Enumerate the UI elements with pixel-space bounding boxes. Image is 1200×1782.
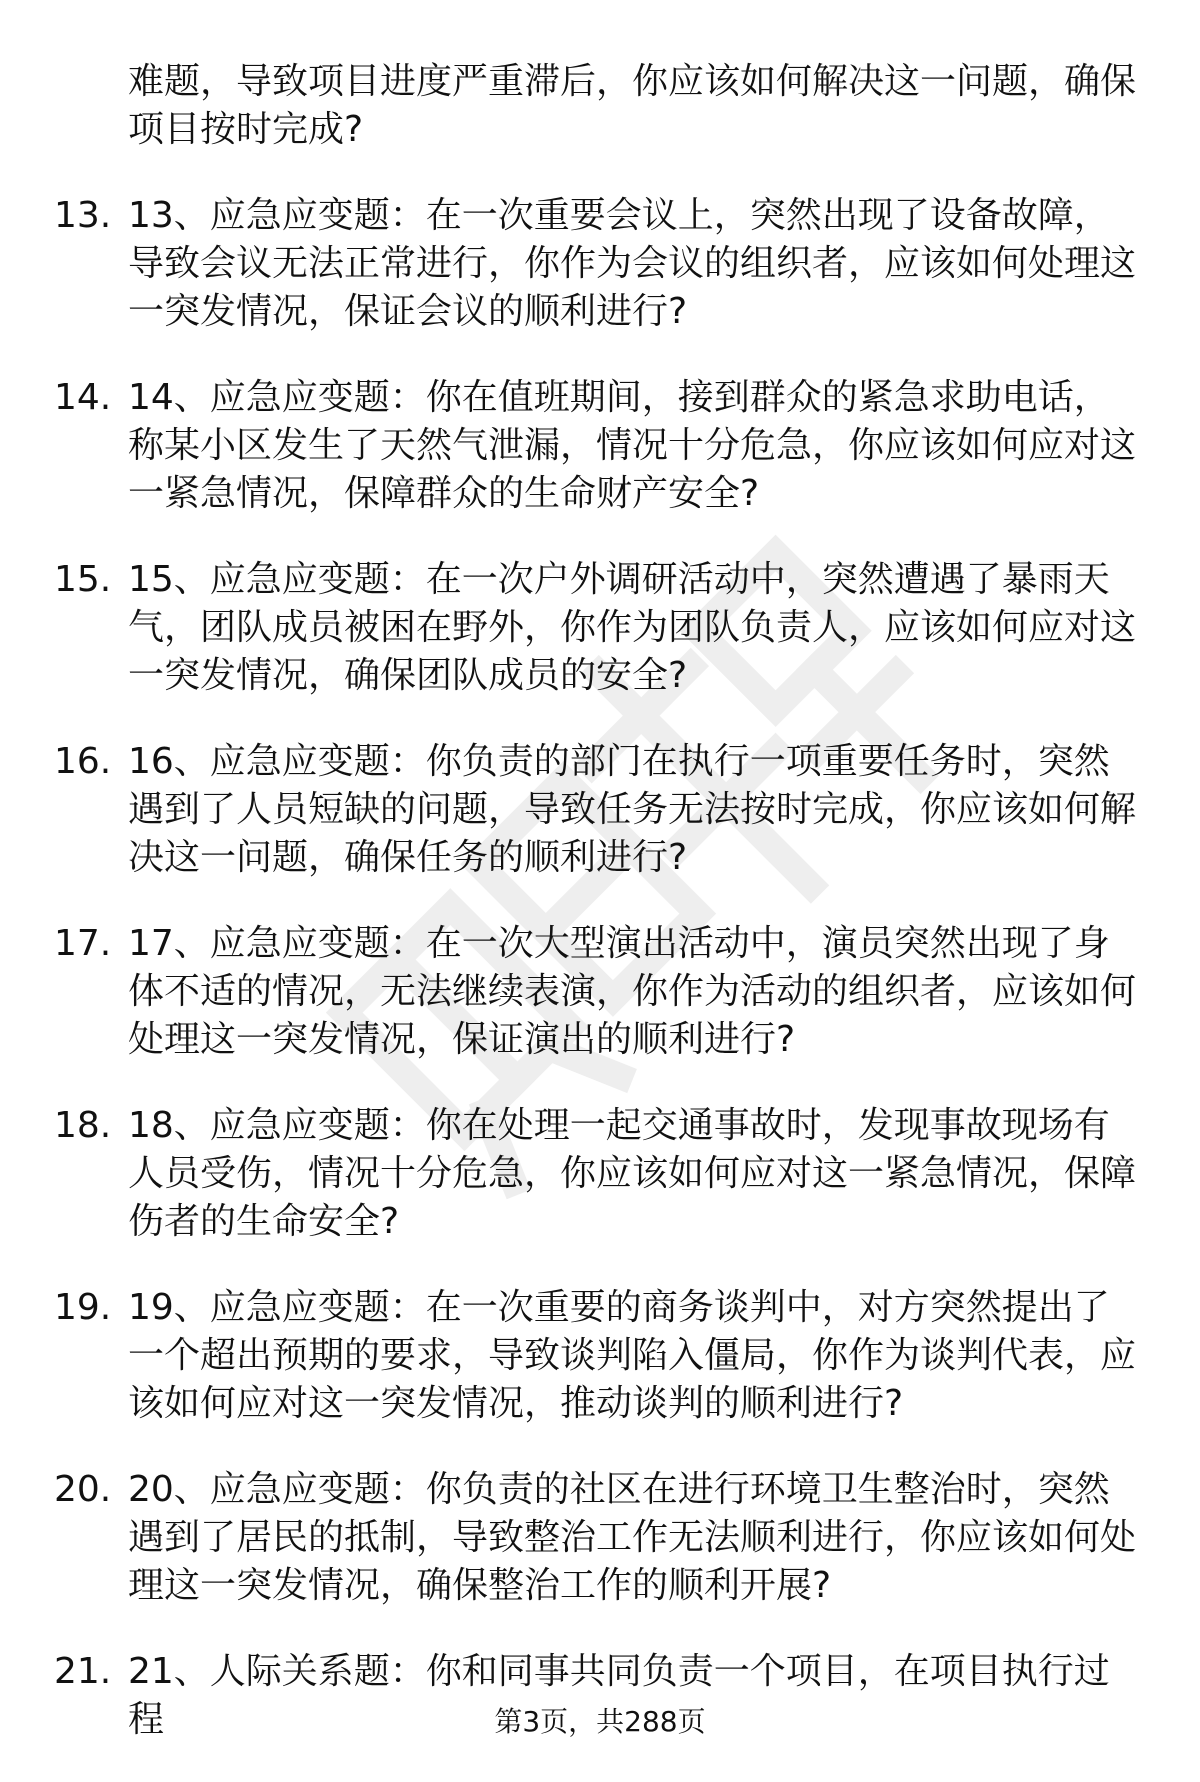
item-number: 19. <box>54 1287 112 1328</box>
list-item <box>0 556 1138 700</box>
item-number: 14. <box>54 377 112 418</box>
item-text: 16、应急应变题：你负责的部门在执行一项重要任务时，突然遇到了人员短缺的问题，导致任务无法按时完成，你应该如何解决这一问题，确保任务的顺利进行? <box>128 741 1137 878</box>
item-text: 15、应急应变题：在一次户外调研活动中，突然遭遇了暴雨天气，团队成员被困在野外，你作为团队负责人，应该如何应对这一突发情况，确保团队成员的安全? <box>128 559 1137 696</box>
item-text: 14、应急应变题：你在值班期间，接到群众的紧急求助电话，称某小区发生了天然气泄漏，情况十分危急，你应该如何应对这一紧急情况，保障群众的生命财产安全? <box>128 377 1137 514</box>
page-footer: 第3页，共288页 <box>494 1705 706 1738</box>
item-number: 18. <box>54 1105 112 1146</box>
list-item <box>0 738 1138 882</box>
item-text: 18、应急应变题：你在处理一起交通事故时，发现事故现场有人员受伤，情况十分危急，你应该如何应对这一紧急情况，保障伤者的生命安全? <box>128 1105 1137 1242</box>
item-text: 21、人际关系题：你和同事共同负责一个项目，在项目执行过程 <box>128 1651 1110 1740</box>
item-number: 15. <box>54 559 112 600</box>
list-item <box>0 192 1138 336</box>
list-item <box>0 920 1138 1064</box>
item-number: 17. <box>54 923 112 964</box>
list-item <box>0 1102 1138 1246</box>
document-body <box>0 58 1200 1782</box>
item-number: 20. <box>54 1469 112 1510</box>
item-text: 20、应急应变题：你负责的社区在进行环境卫生整治时，突然遇到了居民的抵制，导致整治工作无法顺利进行，你应该如何处理这一突发情况，确保整治工作的顺利开展? <box>128 1469 1137 1606</box>
list-item <box>0 1466 1138 1610</box>
item-text: 19、应急应变题：在一次重要的商务谈判中，对方突然提出了一个超出预期的要求，导致谈判陷入僵局，你作为谈判代表，应该如何应对这一突发情况，推动谈判的顺利进行? <box>128 1287 1137 1424</box>
list-item <box>0 1284 1138 1428</box>
item-text: 17、应急应变题：在一次大型演出活动中，演员突然出现了身体不适的情况，无法继续表演，你作为活动的组织者，应该如何处理这一突发情况，保证演出的顺利进行? <box>128 923 1137 1060</box>
item-text: 13、应急应变题：在一次重要会议上，突然出现了设备故障，导致会议无法正常进行，你作为会议的组织者，应该如何处理这一突发情况，保证会议的顺利进行? <box>128 195 1137 332</box>
list-item <box>0 374 1138 518</box>
item-number: 13. <box>54 195 112 236</box>
continuation-paragraph: 难题，导致项目进度严重滞后，你应该如何解决这一问题，确保项目按时完成? <box>128 61 1137 150</box>
item-number: 16. <box>54 741 112 782</box>
item-number: 21. <box>54 1651 112 1692</box>
